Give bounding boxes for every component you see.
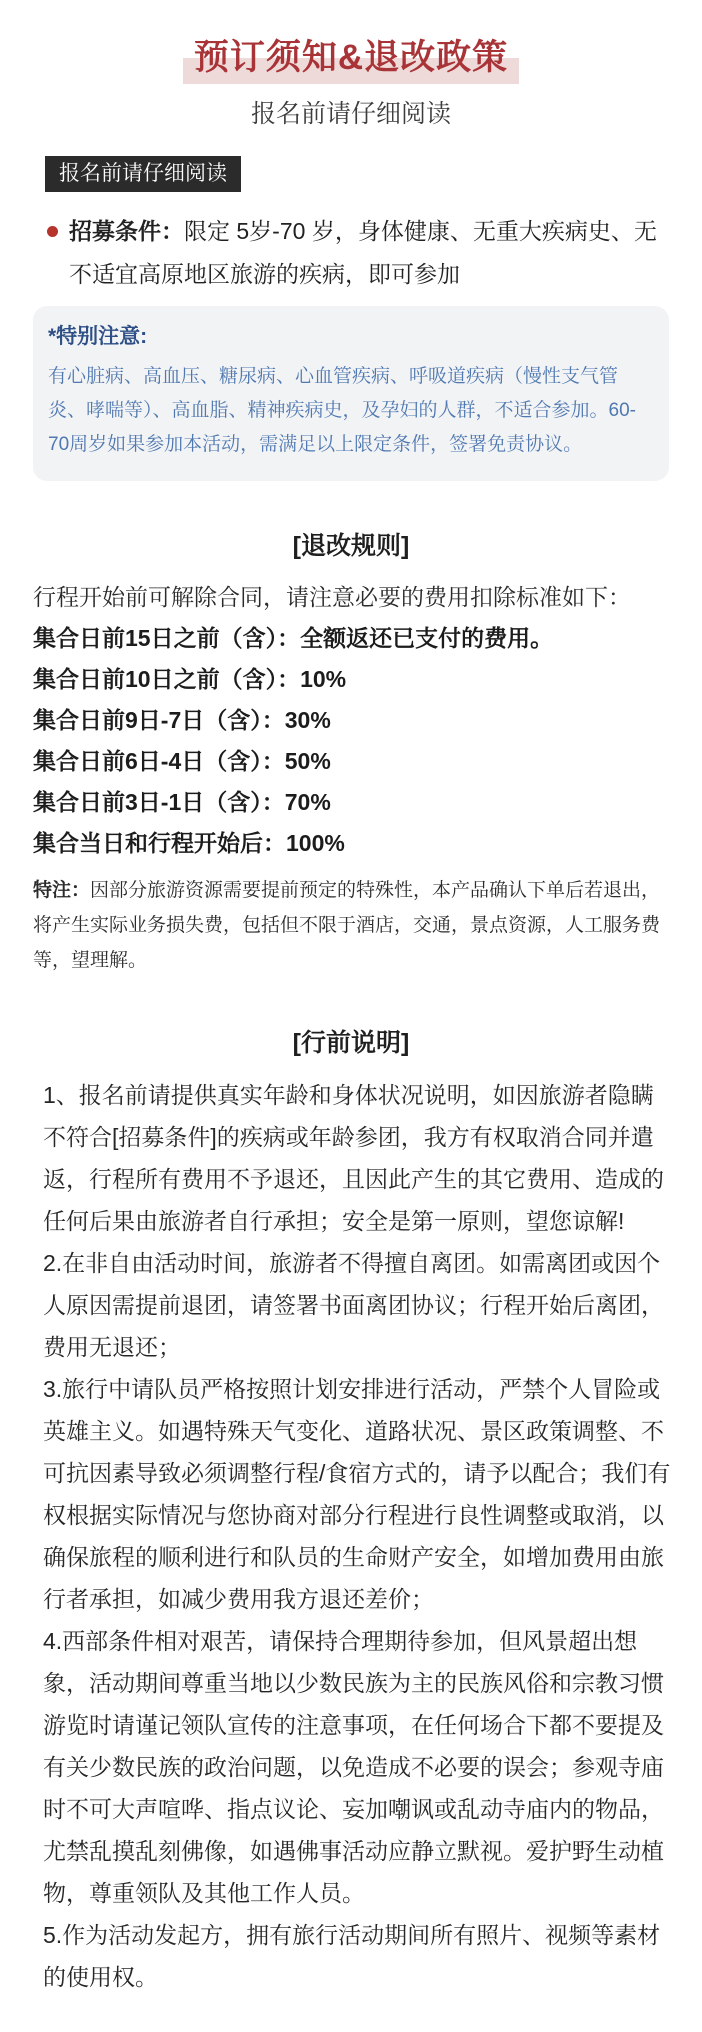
recruit-body	[69, 210, 678, 296]
pretrip-paragraph: 2.在非自由活动时间，旅游者不得擅自离团。如需离团或因个人原因需提前退团，请签署书面离团协议；行程开始后离团，费用无退还；	[43, 1249, 664, 1360]
recruit-text: 限定 5岁-70 岁，身体健康、无重大疾病史、无不适宜高原地区旅游的疾病，即可参加	[69, 218, 657, 288]
special-notice-box	[33, 306, 669, 480]
refund-intro: 行程开始前可解除合同，请注意必要的费用扣除标准如下：	[33, 583, 631, 610]
refund-rule: 集合当日和行程开始后：100%	[33, 829, 345, 856]
refund-note	[33, 873, 669, 978]
pretrip-paragraph: 5.作为活动发起方，拥有旅行活动期间所有照片、视频等素材的使用权。	[43, 1921, 661, 1990]
refund-note-label: 特注：	[33, 879, 91, 901]
pretrip-paragraph: 4.西部条件相对艰苦，请保持合理期待参加，但风景超出想象，活动期间尊重当地以少数民族为主的民族风俗和宗教习惯游览时请谨记领队宣传的注意事项，在任何场合下都不要提及有关少数民族的政治问题，以免造成不必要的误会；参观寺庙时不可大声喧哗、指点议论、妄加嘲讽或乱动寺庙内的物品，尤禁乱摸乱刻佛像，如遇佛事活动应静立默视。爱护野生动植物，尊重领队及其他工作人员。	[43, 1627, 664, 1906]
bullet-dot-icon	[47, 226, 58, 237]
page-title-text: 预订须知&退改政策	[193, 38, 509, 77]
refund-heading: [退改规则]	[292, 531, 410, 560]
refund-rule: 集合日前9日-7日（含）：30%	[33, 706, 331, 733]
refund-rule: 集合日前3日-1日（含）：70%	[33, 788, 331, 815]
page-subtitle: 报名前请仔细阅读	[250, 100, 451, 129]
pretrip-paragraph: 3.旅行中请队员严格按照计划安排进行活动，严禁个人冒险或英雄主义。如遇特殊天气变化、道路状况、景区政策调整、不可抗因素导致必须调整行程/食宿方式的，请予以配合；我们有权根据实际情况与您协商对部分行程进行良性调整或取消，以确保旅程的顺利进行和队员的生命财产安全，如增加费用由旅行者承担，如减少费用我方退还差价；	[43, 1375, 671, 1612]
section-badge: 报名前请仔细阅读	[45, 156, 241, 192]
pretrip-heading: [行前说明]	[292, 1028, 410, 1057]
refund-rule: 集合日前15日之前（含）：全额返还已支付的费用。	[33, 624, 554, 651]
page-title	[194, 38, 508, 78]
pretrip-paragraph: 1、报名前请提供真实年龄和身体状况说明，如因旅游者隐瞒不符合[招募条件]的疾病或年龄参团，我方有权取消合同并遣返，行程所有费用不予退还，且因此产生的其它费用、造成的任何后果由旅游者自行承担；安全是第一原则，望您谅解!	[43, 1081, 664, 1234]
special-notice-body: 有心脏病、高血压、糖尿病、心血管疾病、呼吸道疾病（慢性支气管炎、哮喘等）、高血脂、精神疾病史，及孕妇的人群，不适合参加。60-70周岁如果参加本活动，需满足以上限定条件，签署免责协议。	[48, 365, 636, 455]
title-wrap	[0, 38, 702, 78]
pretrip-section	[43, 1074, 673, 1998]
special-notice-title: *特别注意:	[48, 325, 148, 349]
recruit-item	[47, 210, 678, 296]
recruit-label: 招募条件：	[69, 218, 184, 245]
refund-rule: 集合日前10日之前（含）：10%	[33, 665, 347, 692]
refund-rule: 集合日前6日-4日（含）：50%	[33, 747, 331, 774]
refund-note-text: 因部分旅游资源需要提前预定的特殊性，本产品确认下单后若退出，将产生实际业务损失费，包括但不限于酒店，交通，景点资源，人工服务费等，望理解。	[33, 879, 661, 971]
